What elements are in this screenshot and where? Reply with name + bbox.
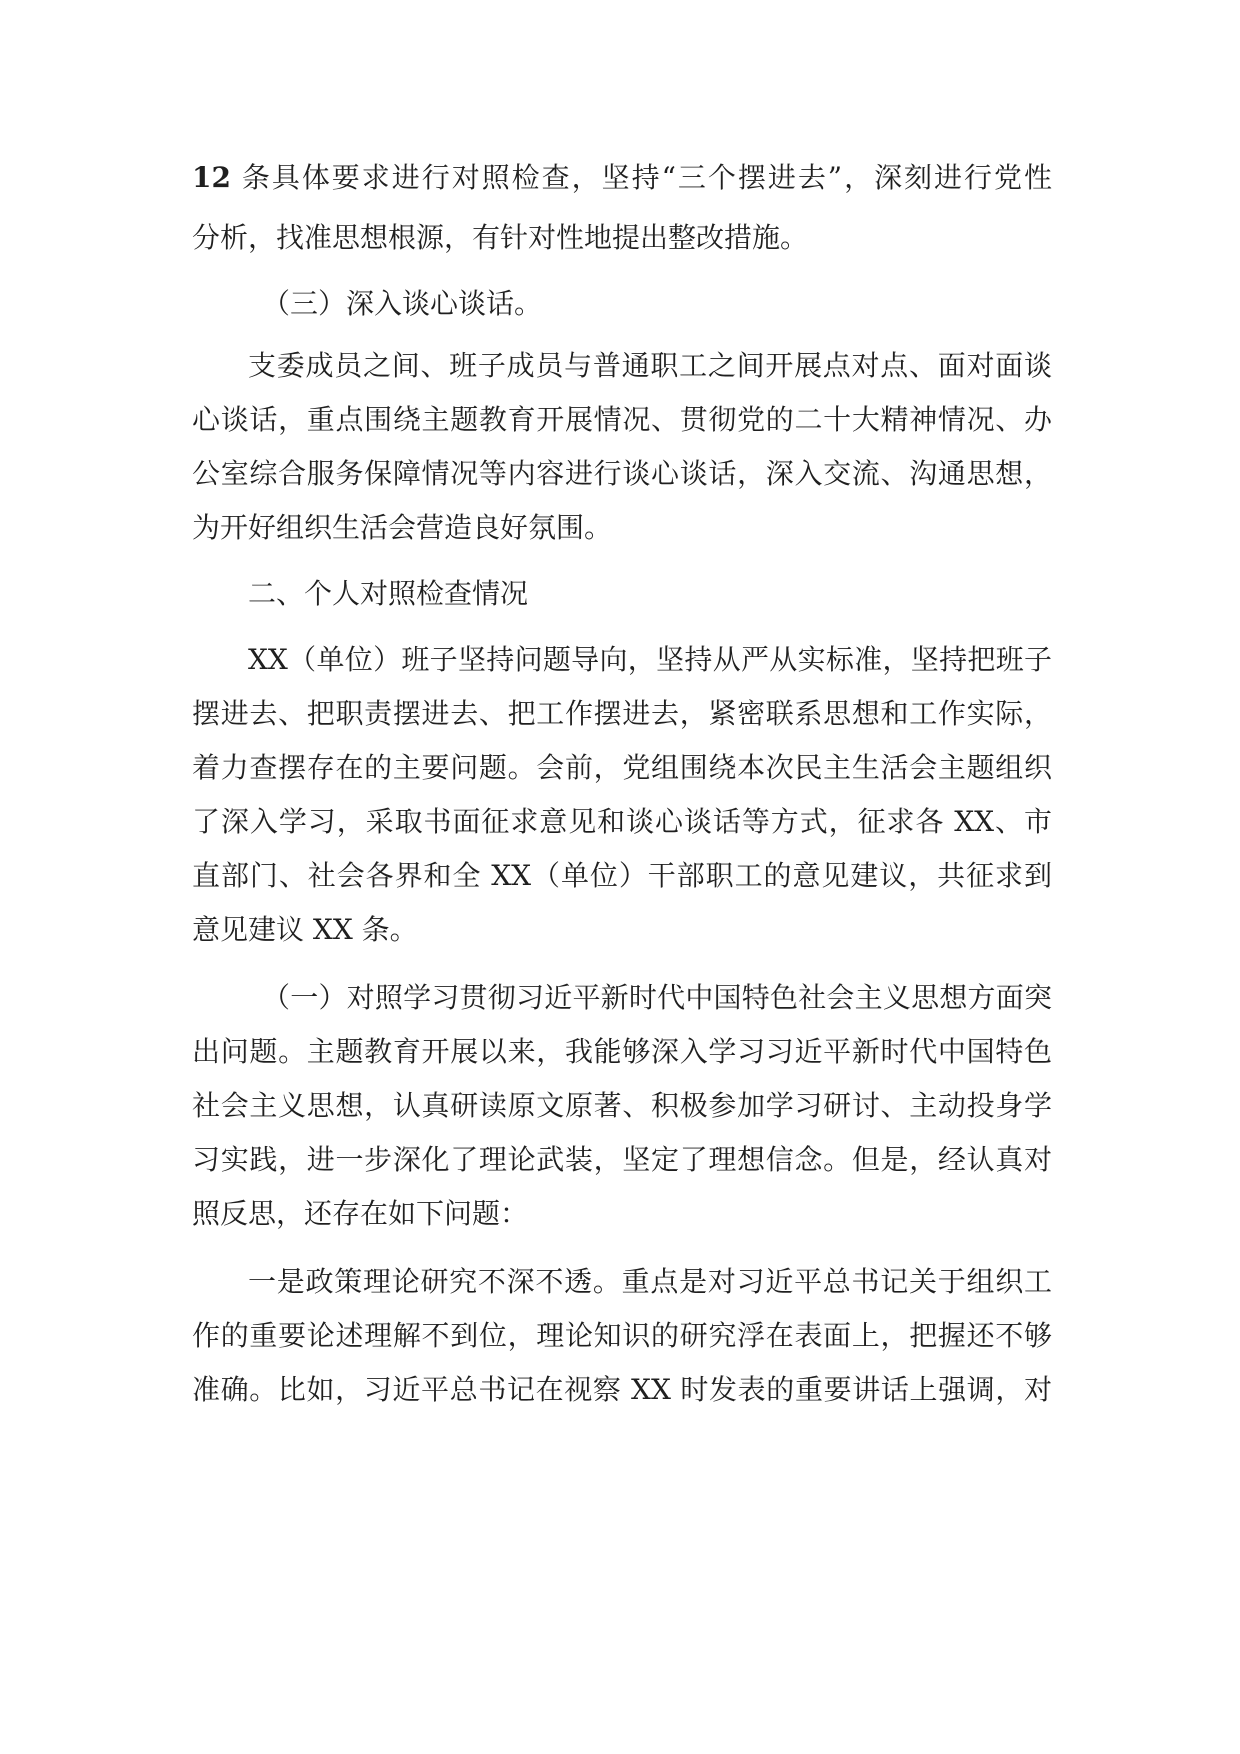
section-heading: （三）深入谈心谈话。 <box>262 287 543 320</box>
paragraph-line: 习实践，进一步深化了理论武装，坚定了理想信念。但是，经认真对 <box>192 1143 1052 1176</box>
section-heading: 二、个人对照检查情况 <box>248 577 529 610</box>
paragraph-line: 12 条具体要求进行对照检查，坚持“三个摆进去”，深刻进行党性 <box>192 161 1052 194</box>
paragraph-line: XX（单位）班子坚持问题导向，坚持从严从实标准，坚持把班子 <box>248 643 1052 676</box>
paragraph-line: 分析，找准思想根源，有针对性地提出整改措施。 <box>192 221 809 254</box>
paragraph-line: （一）对照学习贯彻习近平新时代中国特色社会主义思想方面突 <box>262 981 1052 1014</box>
paragraph-line: 一是政策理论研究不深不透。重点是对习近平总书记关于组织工 <box>248 1265 1052 1298</box>
paragraph-line: 了深入学习，采取书面征求意见和谈心谈话等方式，征求各 XX、市 <box>192 805 1052 838</box>
paragraph-line: 社会主义思想，认真研读原文原著、积极参加学习研讨、主动投身学 <box>192 1089 1052 1122</box>
paragraph-line: 公室综合服务保障情况等内容进行谈心谈话，深入交流、沟通思想， <box>192 457 1052 490</box>
paragraph-line: 意见建议 XX 条。 <box>192 913 418 946</box>
paragraph-line: 支委成员之间、班子成员与普通职工之间开展点对点、面对面谈 <box>248 349 1052 382</box>
paragraph-line: 照反思，还存在如下问题： <box>192 1197 529 1230</box>
paragraph-line: 出问题。主题教育开展以来，我能够深入学习习近平新时代中国特色 <box>192 1035 1052 1068</box>
paragraph-line: 摆进去、把职责摆进去、把工作摆进去，紧密联系思想和工作实际， <box>192 697 1052 730</box>
paragraph-line: 作的重要论述理解不到位，理论知识的研究浮在表面上，把握还不够 <box>192 1319 1052 1352</box>
paragraph-line: 直部门、社会各界和全 XX（单位）干部职工的意见建议，共征求到 <box>192 859 1052 892</box>
paragraph-line: 准确。比如，习近平总书记在视察 XX 时发表的重要讲话上强调，对 <box>192 1373 1052 1406</box>
paragraph-line: 为开好组织生活会营造良好氛围。 <box>192 511 613 544</box>
paragraph-line: 心谈话，重点围绕主题教育开展情况、贯彻党的二十大精神情况、办 <box>192 403 1052 436</box>
paragraph-line: 着力查摆存在的主要问题。会前，党组围绕本次民主生活会主题组织 <box>192 751 1052 784</box>
